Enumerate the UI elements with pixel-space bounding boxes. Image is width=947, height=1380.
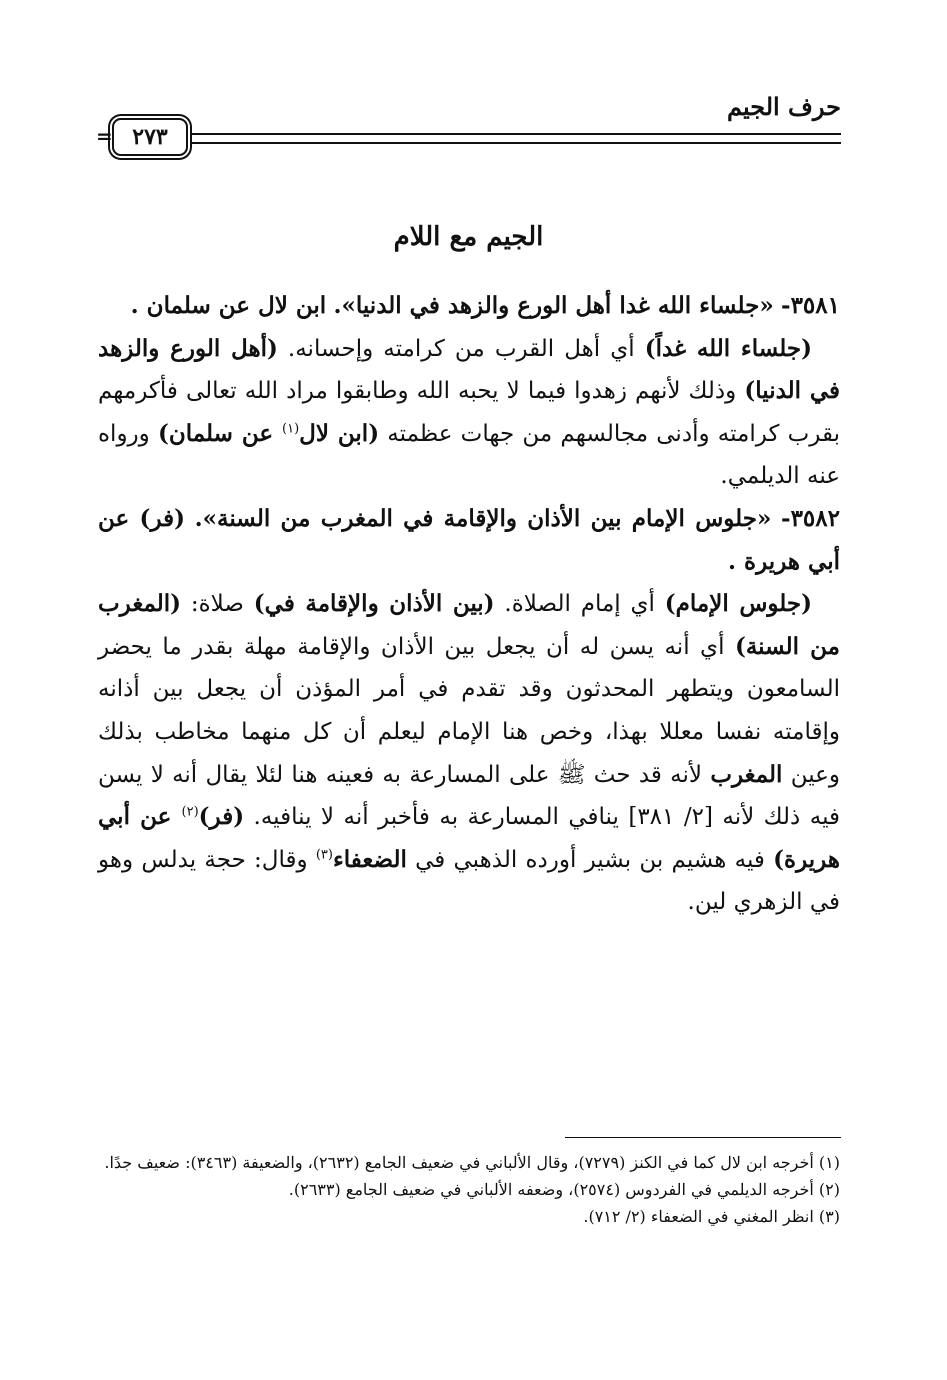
footnote-separator bbox=[565, 1137, 841, 1138]
commentary-text: أي أهل القرب من كرامته وإحسانه. bbox=[277, 335, 645, 362]
quoted-phrase: عن سلمان) bbox=[157, 419, 283, 447]
footnotes bbox=[98, 1149, 840, 1230]
commentary-text: وذلك لأنهم زهدوا فيما لا يحبه الله وطابقوا مراد الله تعالى فأكرمهم بقرب كرامته وأدنى مجالسهم من جهات عظمته bbox=[98, 378, 840, 447]
commentary-text: أي إمام الصلاة. bbox=[494, 591, 665, 618]
header-double-rule bbox=[188, 133, 841, 144]
commentary-3582 bbox=[98, 583, 840, 924]
hadith-number: ٣٥٨٢- bbox=[781, 504, 840, 532]
quoted-phrase: (المغرب من السنة) bbox=[98, 590, 841, 660]
hadith-text: «جلوس الإمام بين الأذان والإقامة في المغرب من السنة». bbox=[194, 504, 772, 532]
quoted-phrase: (جلوس الإمام) bbox=[664, 590, 812, 618]
hadith-source: ابن لال عن سلمان . bbox=[130, 292, 327, 319]
section-title: الجيم مع اللام bbox=[393, 222, 544, 252]
footnote-ref-2[interactable]: (٢) bbox=[181, 804, 199, 820]
footnote-ref-3[interactable]: (٣) bbox=[315, 847, 333, 863]
commentary-text: صلاة: bbox=[181, 591, 254, 618]
commentary-text: لأنه قد حث ﷺ على المسارعة به فعينه هنا لئلا يقال أنه لا يسن فيه ذلك لأنه [٢/ ٣٨١] ينافي المسارعة به فأخبر أنه لا ينافيه. bbox=[98, 761, 841, 831]
hadith-3581 bbox=[98, 285, 840, 328]
footnote-ref-1[interactable]: (١) bbox=[282, 421, 300, 437]
page-number-frame bbox=[112, 118, 188, 156]
quoted-phrase: المغرب bbox=[710, 760, 783, 788]
quoted-phrase: (فر) bbox=[198, 803, 245, 831]
hadith-3582 bbox=[98, 498, 840, 583]
hadith-source: (فر) عن أبي هريرة . bbox=[98, 504, 840, 575]
page-header bbox=[96, 92, 841, 152]
commentary-text: وقال: حجة يدلس وهو في الزهري لين. bbox=[98, 846, 840, 916]
quoted-phrase: الضعفاء bbox=[332, 845, 407, 873]
page-number: ٢٧٣ bbox=[132, 124, 168, 150]
quoted-phrase: عن أبي هريرة) bbox=[98, 803, 840, 873]
quoted-phrase: (جلساء الله غداً) bbox=[644, 334, 812, 362]
header-marker: = bbox=[96, 124, 113, 148]
footnote-2: (٢) أخرجه الديلمي في الفردوس (٢٥٧٤)، وضعفه الألباني في ضعيف الجامع (٢٦٣٣). bbox=[288, 1180, 840, 1199]
footnote-3: (٣) انظر المغني في الضعفاء (٢/ ٧١٢). bbox=[583, 1207, 840, 1226]
quoted-phrase: (بين الأذان والإقامة في) bbox=[253, 590, 495, 618]
footnote-1: (١) أخرجه ابن لال كما في الكنز (٧٢٧٩)، وقال الألباني في ضعيف الجامع (٢٦٣٢)، والضعيفة (٣٤٦٣): ضعيف جدًا. bbox=[104, 1153, 840, 1172]
main-text bbox=[98, 285, 840, 924]
hadith-number: ٣٥٨١- bbox=[781, 292, 840, 319]
commentary-text: ورواه عنه الديلمي. bbox=[98, 420, 840, 490]
quoted-phrase: (أهل الورع والزهد في الدنيا) bbox=[98, 334, 840, 405]
commentary-text: فيه هشيم بن بشير أورده الذهبي في bbox=[406, 846, 774, 873]
quoted-phrase: (ابن لال bbox=[299, 419, 380, 447]
chapter-title: حرف الجيم bbox=[727, 92, 841, 121]
commentary-text: أي أنه يسن له أن يجعل بين الأذان والإقامة مهلة بقدر ما يحضر السامعون ويتطهر المحدثون وقد تقدم في أمر المؤذن أن يجعل بين أذانه وإقامته نفسا معللا بهذا، وخص هنا الإمام ليعلم أن كل منهما مخاطب بذلك وعين bbox=[98, 633, 840, 788]
commentary-3581 bbox=[98, 328, 840, 498]
hadith-text: «جلساء الله غدا أهل الورع والزهد في الدنيا». bbox=[333, 292, 774, 319]
